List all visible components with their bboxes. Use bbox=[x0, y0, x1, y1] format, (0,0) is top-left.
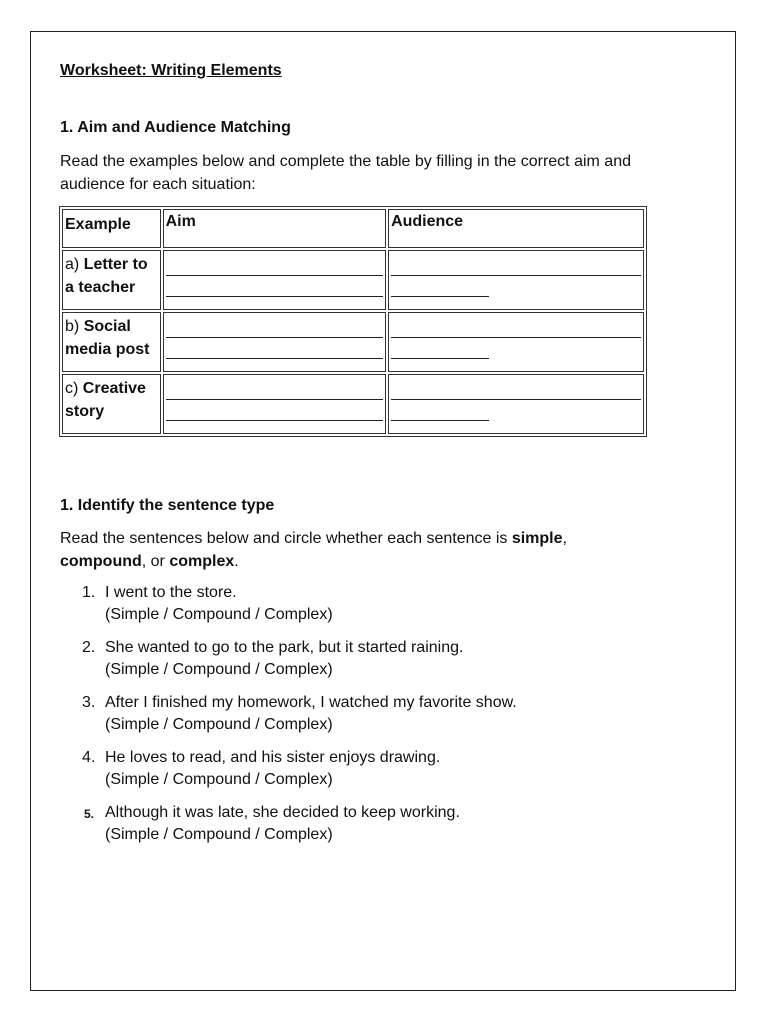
item-number: 4. bbox=[82, 749, 96, 766]
header-aim: Aim bbox=[163, 209, 386, 248]
example-label: Social media post bbox=[65, 318, 150, 358]
period: . bbox=[234, 553, 239, 570]
example-cell bbox=[62, 250, 161, 310]
audience-answer-cell[interactable] bbox=[388, 250, 644, 310]
item-number: 3. bbox=[82, 694, 96, 711]
word-complex: complex bbox=[169, 553, 235, 570]
list-item bbox=[60, 747, 517, 791]
answer-line[interactable] bbox=[391, 400, 489, 421]
table-row bbox=[62, 312, 644, 372]
header-audience: Audience bbox=[388, 209, 644, 248]
comma: , bbox=[562, 530, 567, 547]
sentence-options[interactable]: (Simple / Compound / Complex) bbox=[105, 771, 333, 788]
list-item bbox=[60, 582, 517, 626]
worksheet-title: Worksheet: Writing Elements bbox=[60, 62, 282, 79]
list-item bbox=[60, 802, 517, 846]
answer-line[interactable] bbox=[391, 255, 641, 276]
audience-answer-cell[interactable] bbox=[388, 374, 644, 434]
section2-instructions bbox=[60, 527, 660, 573]
sentence-options[interactable]: (Simple / Compound / Complex) bbox=[105, 716, 333, 733]
sentence-text: I went to the store. bbox=[105, 584, 237, 601]
answer-line[interactable] bbox=[166, 400, 383, 421]
item-number: 2. bbox=[82, 639, 96, 656]
sentence-text: He loves to read, and his sister enjoys drawing. bbox=[105, 749, 441, 766]
list-item bbox=[60, 637, 517, 681]
sentence-text: Although it was late, she decided to keep working. bbox=[105, 804, 460, 821]
answer-line[interactable] bbox=[166, 379, 383, 400]
example-cell bbox=[62, 312, 161, 372]
answer-line[interactable] bbox=[391, 317, 641, 338]
or-text: , or bbox=[141, 553, 170, 570]
list-item bbox=[60, 692, 517, 736]
example-prefix: a) bbox=[65, 256, 80, 273]
sentence-text: After I finished my homework, I watched my favorite show. bbox=[105, 694, 517, 711]
example-prefix: c) bbox=[65, 380, 79, 397]
table-row bbox=[62, 374, 644, 434]
table-row bbox=[62, 250, 644, 310]
instructions-text: Read the sentences below and circle whether each sentence is bbox=[60, 530, 512, 547]
section1-instructions: Read the examples below and complete the table by filling in the correct aim and audience for each situation: bbox=[60, 153, 631, 193]
item-number: 1. bbox=[82, 584, 96, 601]
sentence-options[interactable]: (Simple / Compound / Complex) bbox=[105, 606, 333, 623]
word-compound: compound bbox=[60, 553, 142, 570]
aim-answer-cell[interactable] bbox=[163, 374, 386, 434]
audience-answer-cell[interactable] bbox=[388, 312, 644, 372]
answer-line[interactable] bbox=[391, 379, 641, 400]
answer-line[interactable] bbox=[166, 317, 383, 338]
table-header-row bbox=[62, 209, 644, 248]
answer-line[interactable] bbox=[391, 276, 489, 297]
section1-heading: 1. Aim and Audience Matching bbox=[60, 119, 291, 136]
aim-answer-cell[interactable] bbox=[163, 250, 386, 310]
sentence-options[interactable]: (Simple / Compound / Complex) bbox=[105, 661, 333, 678]
example-label: Creative story bbox=[65, 380, 146, 420]
section2-heading: 1. Identify the sentence type bbox=[60, 497, 275, 514]
header-example: Example bbox=[62, 209, 161, 248]
answer-line[interactable] bbox=[391, 338, 489, 359]
example-label: Letter to a teacher bbox=[65, 256, 148, 296]
example-prefix: b) bbox=[65, 318, 80, 335]
sentence-options[interactable]: (Simple / Compound / Complex) bbox=[105, 826, 333, 843]
answer-line[interactable] bbox=[166, 255, 383, 276]
example-cell bbox=[62, 374, 161, 434]
item-number: 5. bbox=[84, 807, 95, 821]
answer-line[interactable] bbox=[166, 338, 383, 359]
aim-audience-table bbox=[59, 206, 647, 437]
aim-answer-cell[interactable] bbox=[163, 312, 386, 372]
sentence-list bbox=[60, 582, 517, 857]
answer-line[interactable] bbox=[166, 276, 383, 297]
sentence-text: She wanted to go to the park, but it started raining. bbox=[105, 639, 464, 656]
word-simple: simple bbox=[511, 530, 563, 547]
